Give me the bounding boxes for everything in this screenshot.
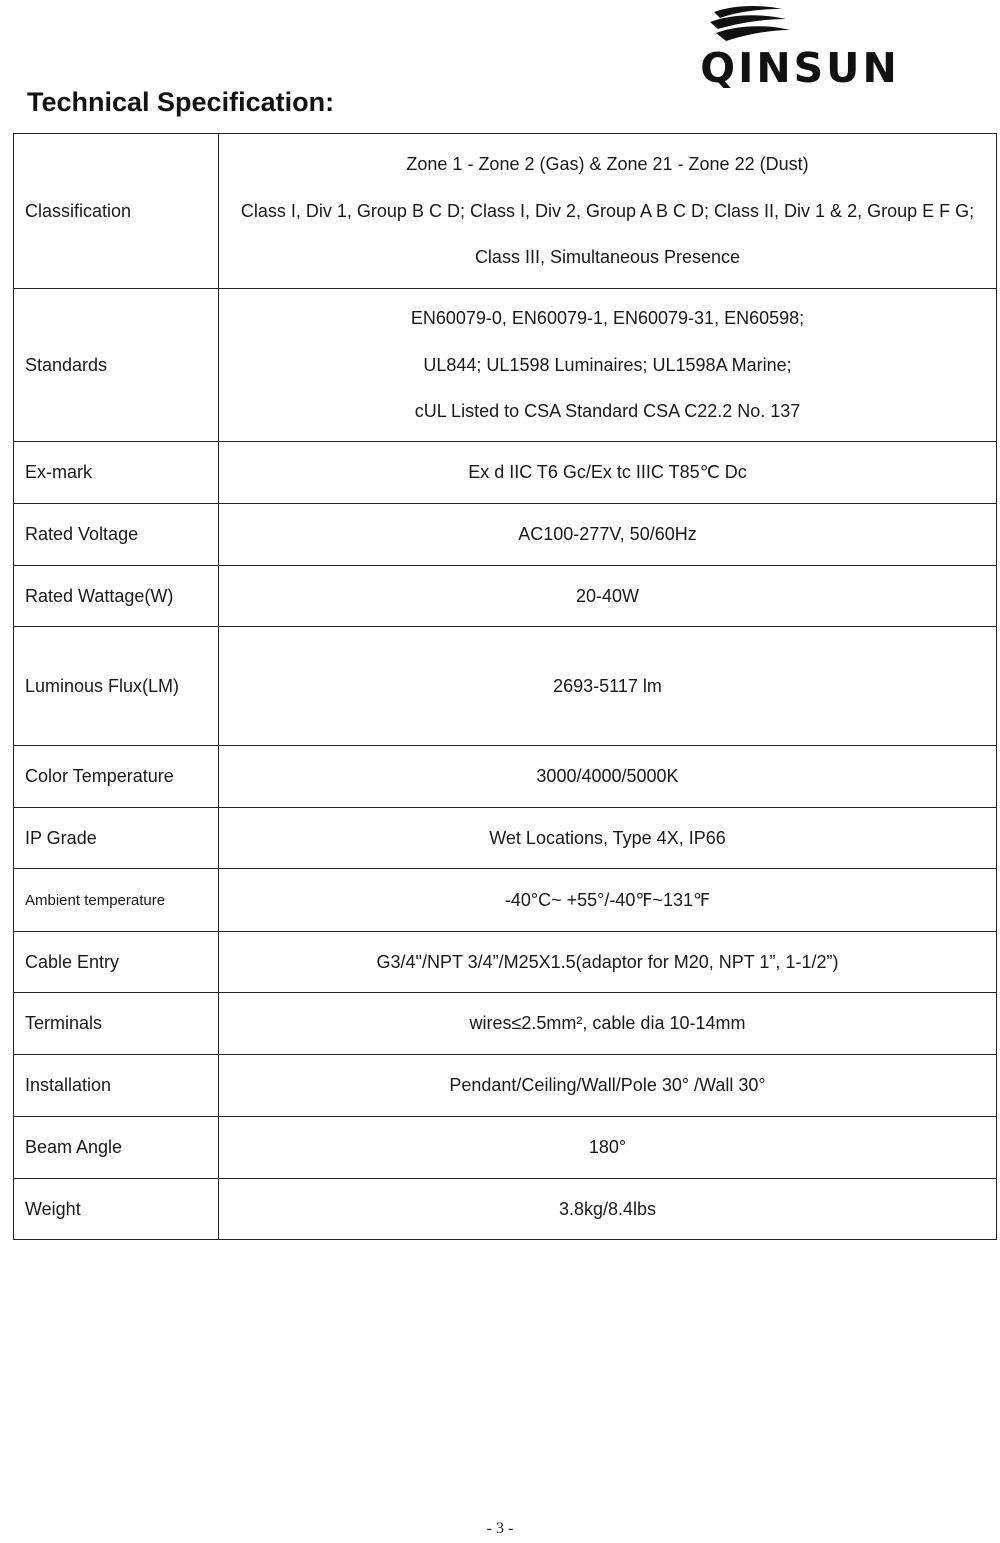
- table-row: [14, 869, 997, 932]
- table-row: [14, 1179, 997, 1240]
- row-label: Beam Angle: [14, 1117, 219, 1179]
- table-row: [14, 993, 997, 1055]
- row-value: 180°: [219, 1117, 997, 1179]
- row-value: Wet Locations, Type 4X, IP66: [219, 808, 997, 869]
- table-row: [14, 134, 997, 289]
- row-label: Luminous Flux(LM): [14, 627, 219, 746]
- row-label: Ambient temperature: [14, 869, 219, 932]
- row-value: wires≤2.5mm², cable dia 10-14mm: [219, 993, 997, 1055]
- table-row: [14, 808, 997, 869]
- row-label: Color Temperature: [14, 746, 219, 808]
- row-value-line: UL844; UL1598 Luminaires; UL1598A Marine;: [423, 354, 792, 375]
- row-label: Rated Wattage(W): [14, 566, 219, 627]
- row-label: Standards: [14, 289, 219, 442]
- row-value-line: Zone 1 - Zone 2 (Gas) & Zone 21 - Zone 22 (Dust): [406, 154, 809, 175]
- page-title: Technical Specification:: [27, 87, 335, 117]
- table-row: [14, 932, 997, 993]
- table-row: [14, 627, 997, 746]
- spec-table: [13, 133, 997, 1240]
- row-label: Installation: [14, 1055, 219, 1117]
- row-value: G3/4"/NPT 3/4”/M25X1.5(adaptor for M20, NPT 1”, 1-1/2”): [219, 932, 997, 993]
- logo-mark-icon: [678, 4, 922, 48]
- row-value: Pendant/Ceiling/Wall/Pole 30° /Wall 30°: [219, 1055, 997, 1117]
- row-value-line: cUL Listed to CSA Standard CSA C22.2 No. 137: [414, 401, 801, 422]
- row-label: Classification: [14, 134, 219, 289]
- brand-logo: [678, 4, 922, 92]
- row-label: Rated Voltage: [14, 504, 219, 566]
- table-row: [14, 289, 997, 442]
- row-label: IP Grade: [14, 808, 219, 869]
- table-row: [14, 504, 997, 566]
- logo-wordmark: QINSUN: [700, 44, 900, 92]
- row-value: AC100-277V, 50/60Hz: [219, 504, 997, 566]
- row-label: Terminals: [14, 993, 219, 1055]
- row-label: Ex-mark: [14, 442, 219, 504]
- row-value-line: Class I, Div 1, Group B C D; Class I, Div 2, Group A B C D; Class II, Div 1 & 2, Group E F G;: [240, 200, 975, 221]
- table-row: [14, 1117, 997, 1179]
- row-value: [219, 289, 997, 442]
- row-value: [219, 134, 997, 289]
- table-row: [14, 442, 997, 504]
- row-value: 3000/4000/5000K: [219, 746, 997, 808]
- row-value-line: EN60079-0, EN60079-1, EN60079-31, EN60598;: [410, 308, 805, 329]
- table-row: [14, 566, 997, 627]
- row-value: 2693-5117 lm: [219, 627, 997, 746]
- page-number: - 3 -: [486, 1520, 514, 1537]
- row-value-line: Class III, Simultaneous Presence: [474, 247, 741, 268]
- row-value: 20-40W: [219, 566, 997, 627]
- row-label: Cable Entry: [14, 932, 219, 993]
- table-row: [14, 1055, 997, 1117]
- row-value: -40°C~ +55°/-40℉~131℉: [219, 869, 997, 932]
- table-row: [14, 746, 997, 808]
- row-value: Ex d IIC T6 Gc/Ex tc IIIC T85℃ Dc: [219, 442, 997, 504]
- row-value: 3.8kg/8.4lbs: [219, 1179, 997, 1240]
- row-label: Weight: [14, 1179, 219, 1240]
